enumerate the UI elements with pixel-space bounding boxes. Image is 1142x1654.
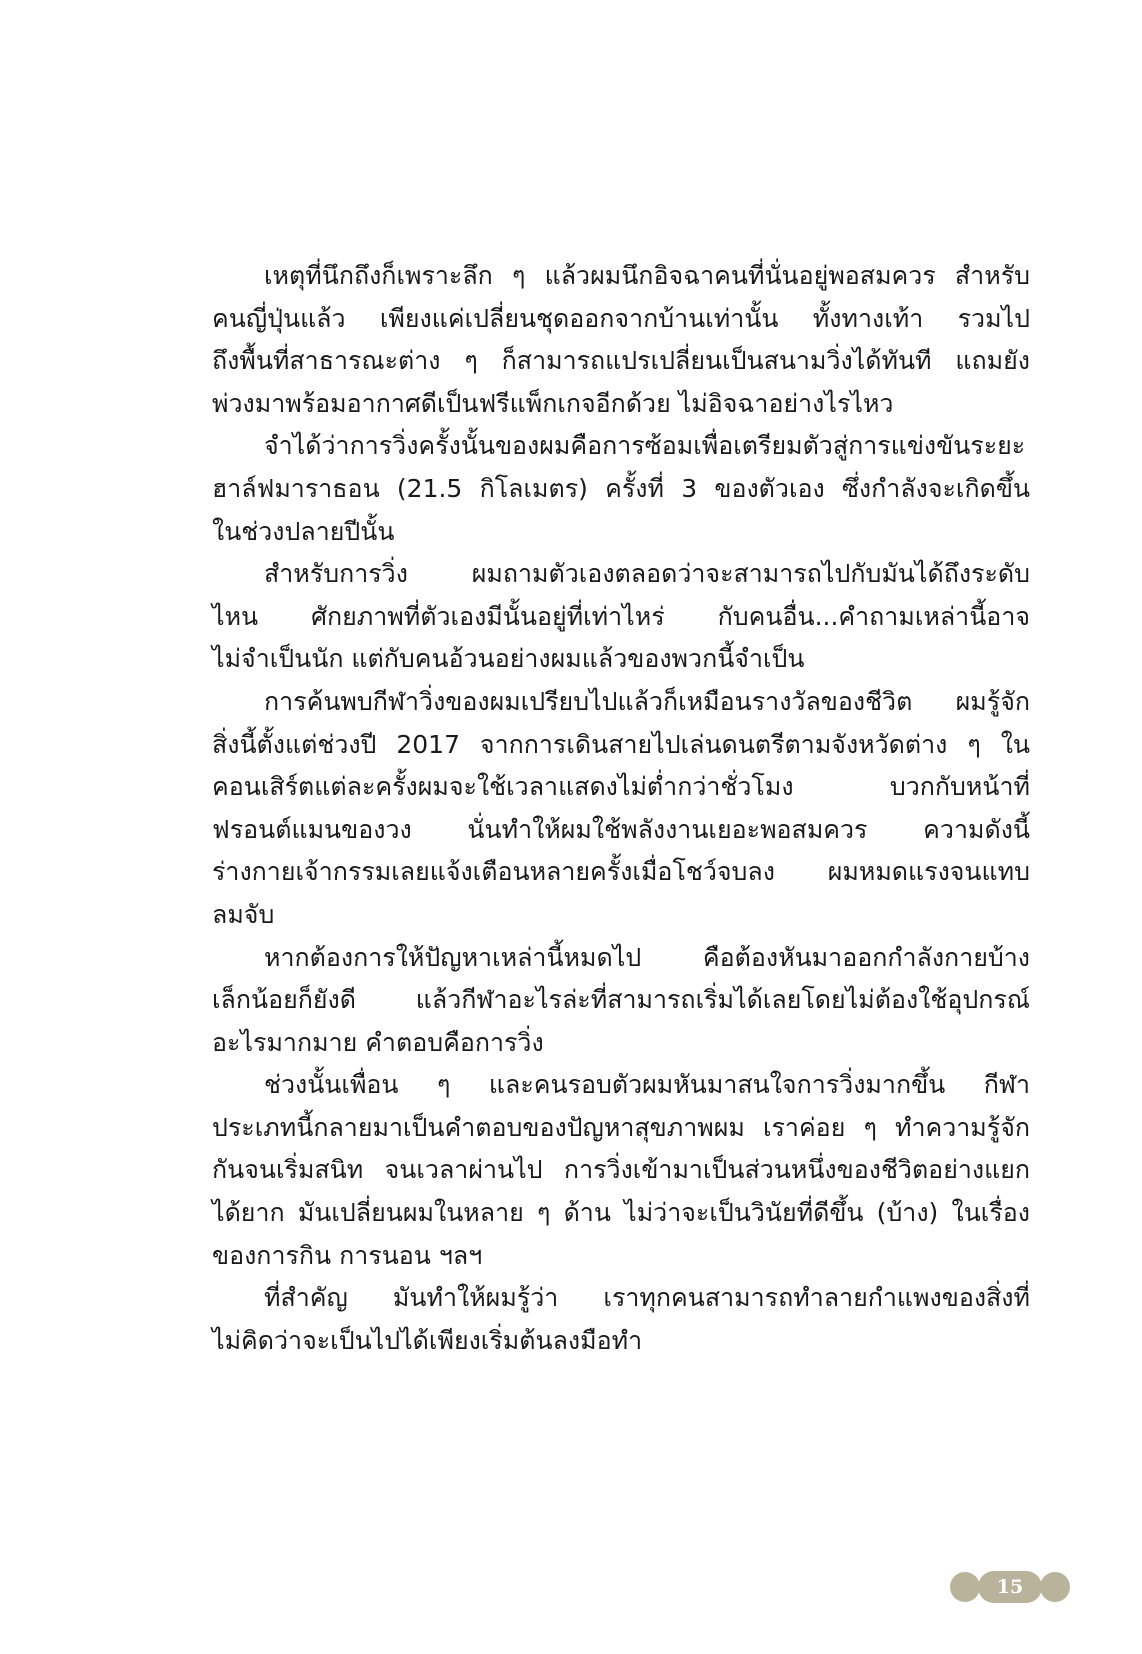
text-line: ประเภทนี้กลายมาเป็นคำตอบของปัญหาสุขภาพผม เราค่อย ๆ ทำความรู้จัก: [212, 1112, 1030, 1142]
body-text: [212, 255, 1030, 1362]
text-line: คนญี่ปุ่นแล้ว เพียงแค่เปลี่ยนชุดออกจากบ้านเท่านั้น ทั้งทางเท้า รวมไป: [212, 303, 1030, 333]
text-line: พ่วงมาพร้อมอากาศดีเป็นฟรีแพ็กเกจอีกด้วย ไม่อิจฉาอย่างไรไหว: [212, 388, 894, 418]
badge-dot-left: [950, 1572, 980, 1602]
text-line: อะไรมากมาย คำตอบคือการวิ่ง: [212, 1027, 544, 1057]
text-line: ฟรอนต์แมนของวง นั่นทำให้ผมใช้พลังงานเยอะพอสมควร ความดังนี้: [212, 814, 1030, 844]
text-line: ช่วงนั้นเพื่อน ๆ และคนรอบตัวผมหันมาสนใจการวิ่งมากขึ้น กีฬา: [264, 1070, 1030, 1100]
paragraph: [212, 681, 1030, 937]
text-line: ของการกิน การนอน ฯลฯ: [212, 1240, 483, 1270]
text-line: หากต้องการให้ปัญหาเหล่านี้หมดไป คือต้องหันมาออกกำลังกายบ้าง: [264, 942, 1030, 972]
text-line: เหตุที่นึกถึงก็เพราะลึก ๆ แล้วผมนึกอิจฉาคนที่นั่นอยู่พอสมควร สำหรับ: [264, 261, 1030, 290]
paragraph: [212, 1064, 1030, 1277]
text-line: สิ่งนี้ตั้งแต่ช่วงปี 2017 จากการเดินสายไปเล่นดนตรีตามจังหวัดต่าง ๆ ใน: [212, 729, 1030, 759]
text-line: ร่างกายเจ้ากรรมเลยแจ้งเตือนหลายครั้งเมื่อโชว์จบลง ผมหมดแรงจนแทบ: [212, 857, 1030, 887]
text-line: สำหรับการวิ่ง ผมถามตัวเองตลอดว่าจะสามารถไปกับมันได้ถึงระดับ: [264, 559, 1030, 589]
text-line: ไม่คิดว่าจะเป็นไปได้เพียงเริ่มต้นลงมือทำ: [212, 1325, 643, 1355]
paragraph: [212, 425, 1030, 553]
text-line: ในช่วงปลายปีนั้น: [212, 516, 395, 546]
text-line: ได้ยาก มันเปลี่ยนผมในหลาย ๆ ด้าน ไม่ว่าจะเป็นวินัยที่ดีขึ้น (บ้าง) ในเรื่อง: [212, 1198, 1030, 1228]
page-number-badge: [950, 1571, 1070, 1603]
text-line: ลมจับ: [212, 899, 275, 929]
badge-dot-right: [1040, 1572, 1070, 1602]
paragraph: [212, 937, 1030, 1065]
text-line: ไม่จำเป็นนัก แต่กับคนอ้วนอย่างผมแล้วของพวกนี้จำเป็น: [212, 644, 805, 674]
paragraph: [212, 553, 1030, 681]
text-line: ฮาล์ฟมาราธอน (21.5 กิโลเมตร) ครั้งที่ 3 ของตัวเอง ซึ่งกำลังจะเกิดขึ้น: [212, 473, 1030, 503]
paragraph: [212, 255, 1030, 425]
page-number: 15: [978, 1571, 1042, 1603]
text-line: ไหน ศักยภาพที่ตัวเองมีนั้นอยู่ที่เท่าไหร่ กับคนอื่น...คำถามเหล่านี้อาจ: [212, 601, 1030, 631]
text-line: เล็กน้อยก็ยังดี แล้วกีฬาอะไรล่ะที่สามารถเริ่มได้เลยโดยไม่ต้องใช้อุปกรณ์: [212, 985, 1030, 1015]
text-line: ที่สำคัญ มันทำให้ผมรู้ว่า เราทุกคนสามารถทำลายกำแพงของสิ่งที่: [264, 1283, 1030, 1313]
text-line: การค้นพบกีฬาวิ่งของผมเปรียบไปแล้วก็เหมือนรางวัลของชีวิต ผมรู้จัก: [264, 686, 1030, 716]
text-line: กันจนเริ่มสนิท จนเวลาผ่านไป การวิ่งเข้ามาเป็นส่วนหนึ่งของชีวิตอย่างแยก: [212, 1155, 1030, 1185]
paragraph: [212, 1277, 1030, 1362]
text-line: ถึงพื้นที่สาธารณะต่าง ๆ ก็สามารถแปรเปลี่ยนเป็นสนามวิ่งได้ทันที แถมยัง: [212, 346, 1030, 376]
text-line: คอนเสิร์ตแต่ละครั้งผมจะใช้เวลาแสดงไม่ต่ำกว่าชั่วโมง บวกกับหน้าที่: [212, 772, 1030, 802]
text-line: จำได้ว่าการวิ่งครั้งนั้นของผมคือการซ้อมเพื่อเตรียมตัวสู่การแข่งขันระยะ: [264, 431, 1026, 461]
